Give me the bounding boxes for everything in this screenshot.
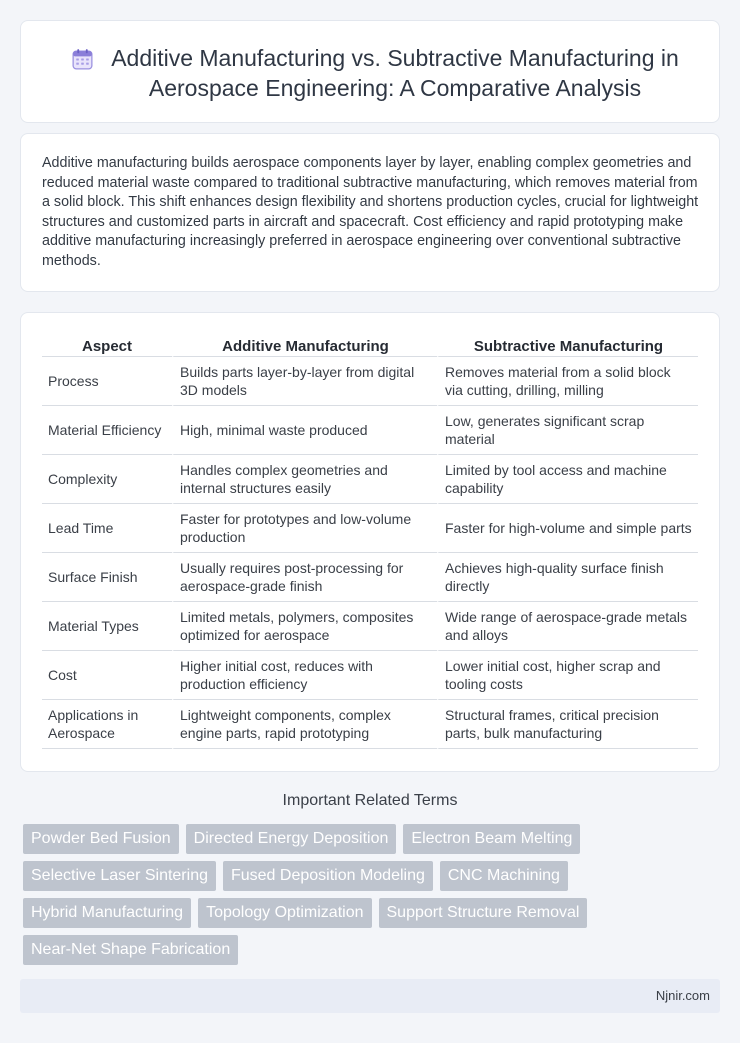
cell-aspect: Lead Time xyxy=(42,504,172,553)
related-term-tag[interactable]: Topology Optimization xyxy=(198,898,371,928)
related-term-tag[interactable]: Selective Laser Sintering xyxy=(23,861,216,891)
cell-subtractive: Removes material from a solid block via cutting, drilling, milling xyxy=(437,357,698,406)
table-row xyxy=(42,406,698,455)
cell-additive: High, minimal waste produced xyxy=(172,406,437,455)
footer-site-name[interactable]: Njnir.com xyxy=(655,988,710,1003)
table-row xyxy=(42,602,698,651)
related-term-tag[interactable]: Near-Net Shape Fabrication xyxy=(23,935,238,965)
related-term-tag[interactable]: Support Structure Removal xyxy=(379,898,588,928)
cell-additive: Builds parts layer-by-layer from digital 3D models xyxy=(172,357,437,406)
cell-additive: Limited metals, polymers, composites optimized for aerospace xyxy=(172,602,437,651)
header-aspect: Aspect xyxy=(42,334,172,357)
table-row xyxy=(42,651,698,700)
cell-subtractive: Low, generates significant scrap material xyxy=(437,406,698,455)
cell-aspect: Process xyxy=(42,357,172,406)
cell-additive: Higher initial cost, reduces with production efficiency xyxy=(172,651,437,700)
related-term-tag[interactable]: Directed Energy Deposition xyxy=(186,824,397,854)
cell-subtractive: Wide range of aerospace-grade metals and alloys xyxy=(437,602,698,651)
table-row xyxy=(42,700,698,749)
cell-aspect: Surface Finish xyxy=(42,553,172,602)
cell-aspect: Applications in Aerospace xyxy=(42,700,172,749)
cell-additive: Faster for prototypes and low-volume production xyxy=(172,504,437,553)
table-row xyxy=(42,553,698,602)
cell-additive: Usually requires post-processing for aerospace-grade finish xyxy=(172,553,437,602)
title-card xyxy=(20,20,720,123)
header-additive: Additive Manufacturing xyxy=(172,334,437,357)
cell-additive: Lightweight components, complex engine parts, rapid prototyping xyxy=(172,700,437,749)
related-term-tag[interactable]: CNC Machining xyxy=(440,861,568,891)
cell-subtractive: Faster for high-volume and simple parts xyxy=(437,504,698,553)
related-terms-heading: Important Related Terms xyxy=(282,792,458,809)
related-term-tag[interactable]: Electron Beam Melting xyxy=(403,824,580,854)
related-terms-list xyxy=(23,824,663,965)
summary-paragraph: Additive manufacturing builds aerospace components layer by layer, enabling complex geometries and reduced material waste compared to traditional subtractive manufacturing, which removes material from a solid block. This shift enhances design flexibility and shortens production cycles, crucial for lightweight structures and customized parts in aircraft and spacecraft. Cost efficiency and rapid prototyping make additive manufacturing increasingly preferred in aerospace engineering over conventional subtractive methods. xyxy=(42,155,699,269)
cell-aspect: Complexity xyxy=(42,455,172,504)
cell-aspect: Cost xyxy=(42,651,172,700)
table-header-row xyxy=(42,334,698,357)
table-row xyxy=(42,455,698,504)
cell-aspect: Material Efficiency xyxy=(42,406,172,455)
footer xyxy=(20,979,720,1013)
related-term-tag[interactable]: Powder Bed Fusion xyxy=(23,824,179,854)
cell-subtractive: Achieves high-quality surface finish directly xyxy=(437,553,698,602)
cell-subtractive: Structural frames, critical precision parts, bulk manufacturing xyxy=(437,700,698,749)
cell-subtractive: Lower initial cost, higher scrap and tooling costs xyxy=(437,651,698,700)
header-subtractive: Subtractive Manufacturing xyxy=(437,334,698,357)
summary-card xyxy=(20,133,720,292)
page-title: Additive Manufacturing vs. Subtractive Manufacturing in Aerospace Engineering: A Comparative Analysis xyxy=(111,45,679,101)
related-term-tag[interactable]: Hybrid Manufacturing xyxy=(23,898,191,928)
cell-aspect: Material Types xyxy=(42,602,172,651)
table-row xyxy=(42,504,698,553)
cell-additive: Handles complex geometries and internal structures easily xyxy=(172,455,437,504)
comparison-table xyxy=(42,334,698,749)
comparison-table-card xyxy=(20,312,720,772)
cell-subtractive: Limited by tool access and machine capability xyxy=(437,455,698,504)
related-term-tag[interactable]: Fused Deposition Modeling xyxy=(223,861,433,891)
table-row xyxy=(42,357,698,406)
